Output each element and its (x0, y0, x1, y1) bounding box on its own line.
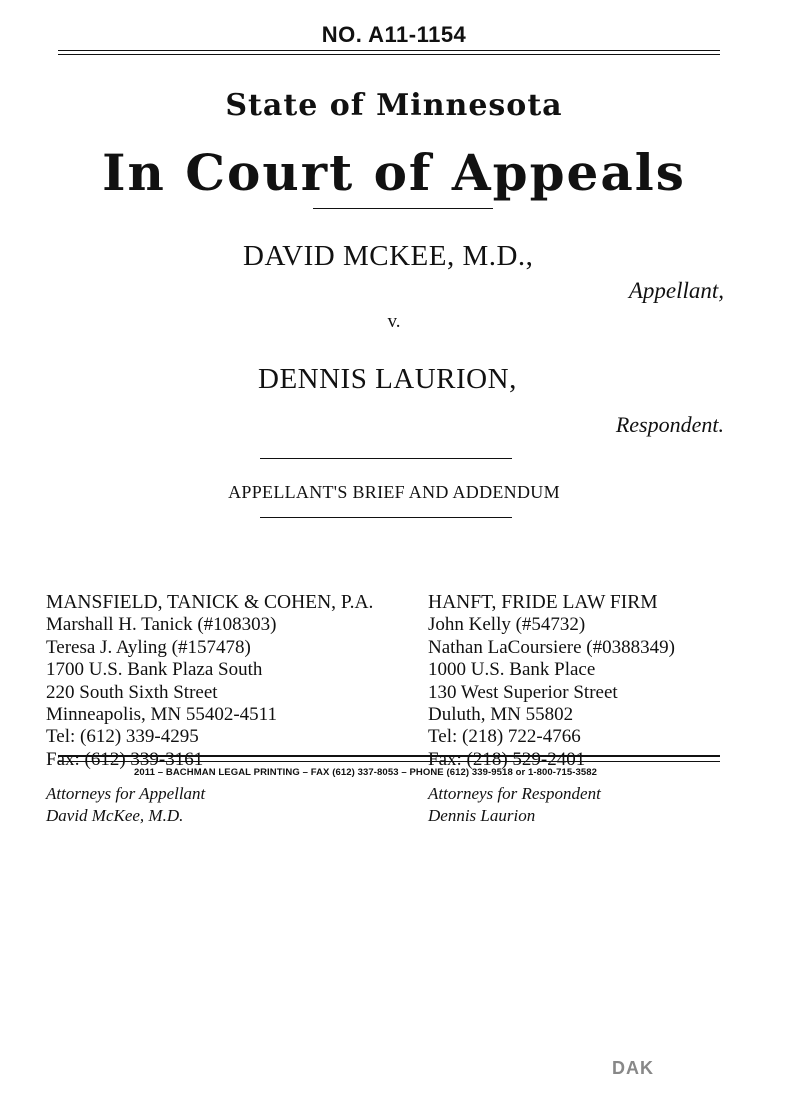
respondent-counsel-line: Nathan LaCoursiere (#0388349) (428, 636, 675, 658)
title-rule-top (260, 458, 512, 459)
footer-rule-2 (58, 761, 720, 762)
appellant-role: Appellant, (628, 278, 724, 303)
versus: v. (387, 311, 401, 332)
footer-rule-1 (58, 755, 720, 757)
appellant-counsel-line: Teresa J. Ayling (#157478) (46, 636, 251, 658)
respondent-role: Respondent. (615, 412, 724, 437)
appellant-counsel-line: Minneapolis, MN 55402-4511 (46, 704, 277, 726)
respondent-attorneys-for: Attorneys for Respondent (428, 784, 601, 804)
case-number: NO. A11-1154 (321, 22, 467, 47)
respondent-counsel-line: 1000 U.S. Bank Place (428, 659, 596, 681)
respondent-firm: HANFT, FRIDE LAW FIRM (428, 592, 658, 613)
appellant-attorneys-for: Attorneys for Appellant (46, 784, 206, 804)
respondent-counsel-line: John Kelly (#54732) (428, 614, 586, 636)
court-underline (313, 208, 493, 209)
respondent-counsel-line: 130 West Superior Street (428, 681, 618, 703)
stamp-mark: DAK (612, 1058, 654, 1078)
respondent-counsel-block (428, 592, 768, 827)
respondent-counsel-line: Fax: (218) 529-2401 (428, 748, 586, 770)
top-rule-2 (58, 54, 720, 55)
respondent-counsel-line: Duluth, MN 55802 (428, 704, 574, 726)
state-heading: State of Minnesota (225, 88, 563, 123)
appellant-firm: MANSFIELD, TANICK & COHEN, P.A. (46, 592, 374, 613)
respondent-client: Dennis Laurion (428, 806, 536, 826)
respondent-name: DENNIS LAURION, (258, 363, 517, 395)
appellant-counsel-line: Tel: (612) 339-4295 (46, 726, 199, 748)
appellant-client: David McKee, M.D. (46, 806, 184, 826)
appellant-counsel-line: 220 South Sixth Street (46, 681, 218, 703)
document-title: APPELLANT'S BRIEF AND ADDENDUM (228, 482, 560, 502)
appellant-name: DAVID MCKEE, M.D., (243, 240, 534, 272)
printer-line: 2011 – BACHMAN LEGAL PRINTING – FAX (612) 337-8053 – PHONE (612) 339-9518 or 1-800-715-3582 (134, 767, 598, 778)
appellant-counsel-block (46, 592, 426, 827)
appellant-counsel-line: Marshall H. Tanick (#108303) (46, 614, 277, 636)
respondent-counsel-line: Tel: (218) 722-4766 (428, 726, 581, 748)
appellant-counsel-line: Fax: (612) 339-3161 (46, 748, 204, 770)
title-rule-bottom (260, 517, 512, 518)
appellant-counsel-line: 1700 U.S. Bank Plaza South (46, 659, 263, 681)
top-rule-1 (58, 50, 720, 51)
court-heading: In Court of Appeals (102, 143, 686, 202)
